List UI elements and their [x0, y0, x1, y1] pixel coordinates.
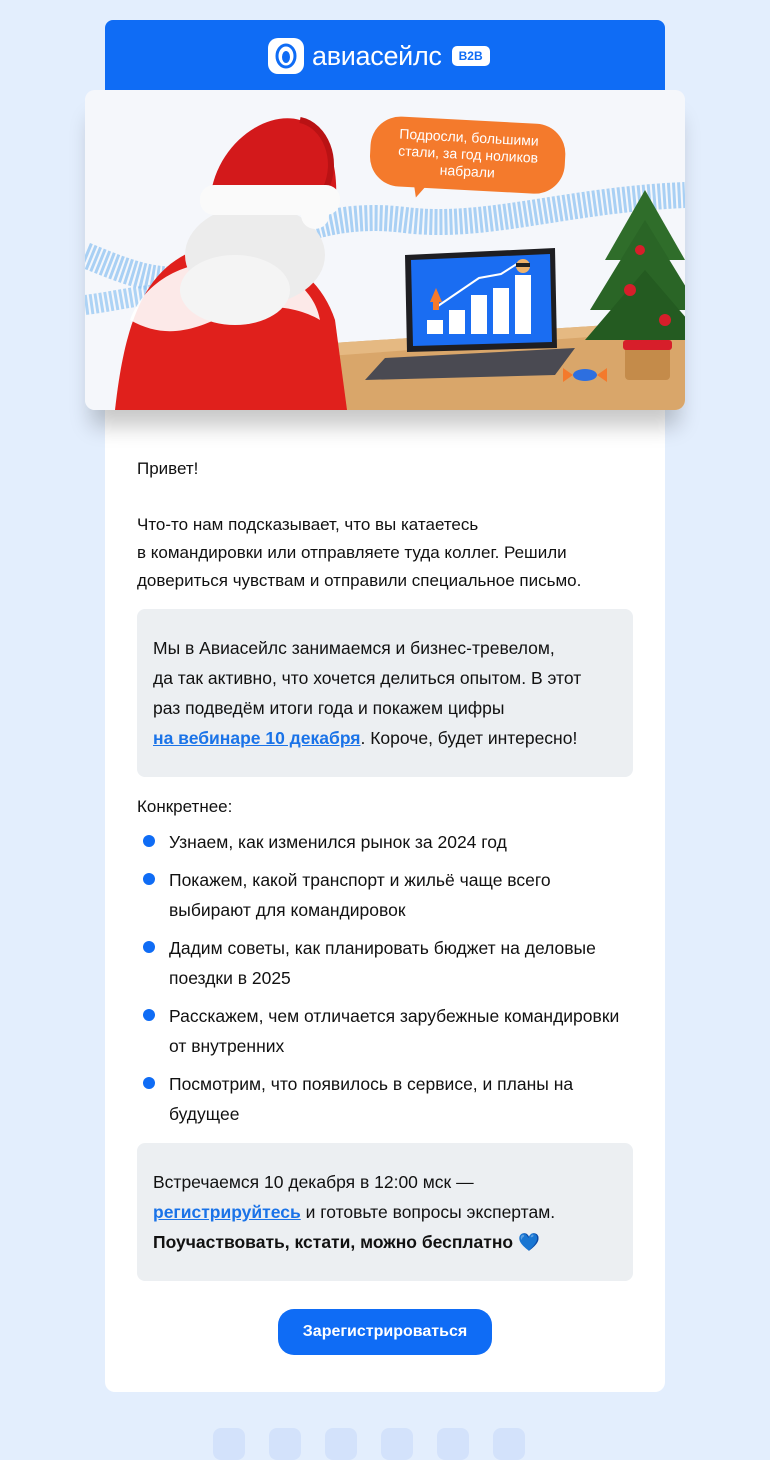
greeting: Привет! — [137, 459, 199, 478]
registration-info-box — [137, 1143, 633, 1281]
aviasales-logo[interactable] — [268, 38, 490, 74]
register-button[interactable]: Зарегистрироваться — [278, 1309, 492, 1355]
social-icon[interactable] — [493, 1428, 525, 1460]
intro-line-2: в командировки или отправляете туда коллег. Решили — [137, 543, 567, 562]
box1-line-1: Мы в Авиасейлс занимаемся и бизнес-тревелом, — [153, 638, 555, 658]
bullet-icon — [143, 1077, 155, 1089]
bullet-icon — [143, 941, 155, 953]
list-item: Покажем, какой транспорт и жильё чаще всего выбирают для командировок — [137, 865, 633, 925]
bubble-line-1: Подросли, большими — [399, 125, 540, 149]
hero-banner — [85, 90, 685, 410]
box2-bold-line: Поучаствовать, кстати, можно бесплатно 💙 — [153, 1232, 540, 1252]
list-title: Конкретнее: — [137, 797, 233, 816]
box1-line-4 — [153, 723, 617, 753]
bubble-line-3: набрали — [439, 161, 496, 181]
hero-illustration — [85, 90, 685, 410]
agenda-list — [137, 827, 633, 1129]
list-item: Дадим советы, как планировать бюджет на деловые поездки в 2025 — [137, 933, 633, 993]
social-icon[interactable] — [213, 1428, 245, 1460]
box1-line-2: да так активно, что хочется делиться опытом. В этот — [153, 668, 582, 688]
webinar-info-box — [137, 609, 633, 777]
logo-text: авиасейлс — [312, 40, 442, 71]
intro-line-3: довериться чувствам и отправили специальное письмо. — [137, 571, 582, 590]
list-item: Посмотрим, что появилось в сервисе, и планы на будущее — [137, 1069, 633, 1129]
social-icons-row — [213, 1428, 525, 1460]
social-icon[interactable] — [325, 1428, 357, 1460]
box1-line-3: раз подведём итоги года и покажем цифры — [153, 698, 505, 718]
bubble-line-2: стали, за год ноликов — [397, 142, 539, 166]
box1-tail: . Короче, будет интересно! — [360, 728, 578, 748]
bullet-icon — [143, 873, 155, 885]
b2b-badge: B2B — [452, 46, 490, 66]
social-icon[interactable] — [269, 1428, 301, 1460]
box2-line-1: Встречаемся 10 декабря в 12:00 мск — — [153, 1172, 474, 1192]
aviasales-logo-icon — [268, 38, 304, 74]
email-body — [137, 455, 633, 1355]
intro-line-1: Что-то нам подсказывает, что вы катаетесь — [137, 515, 479, 534]
social-icon[interactable] — [381, 1428, 413, 1460]
heart-icon: 💙 — [517, 1232, 540, 1252]
register-link[interactable]: регистрируйтесь — [153, 1202, 301, 1222]
bullet-icon — [143, 1009, 155, 1021]
box2-line-2 — [153, 1197, 617, 1227]
webinar-link[interactable]: на вебинаре 10 декабря — [153, 728, 361, 748]
social-icon[interactable] — [437, 1428, 469, 1460]
box2-tail: и готовьте вопросы экспертам. — [300, 1202, 556, 1222]
bullet-icon — [143, 835, 155, 847]
list-item: Расскажем, чем отличается зарубежные командировки от внутренних — [137, 1001, 633, 1061]
list-item: Узнаем, как изменился рынок за 2024 год — [137, 827, 633, 857]
